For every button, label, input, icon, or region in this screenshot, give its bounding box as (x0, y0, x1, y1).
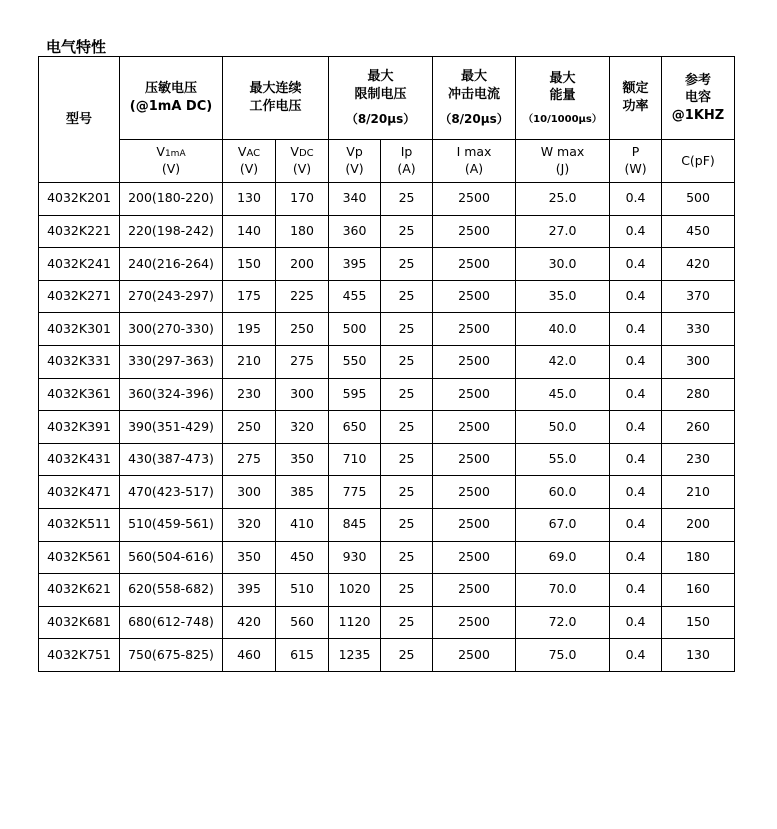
unit-wmax (516, 140, 610, 183)
electrical-characteristics-table (38, 56, 735, 672)
cell-wmax: 70.0 (516, 574, 610, 607)
header-impulse-current-l3: （8/20μs） (439, 112, 509, 127)
cell-vp: 340 (329, 183, 381, 216)
cell-wmax: 72.0 (516, 606, 610, 639)
cell-model: 4032K751 (39, 639, 120, 672)
cell-vac: 140 (223, 215, 276, 248)
cell-imax: 2500 (433, 541, 516, 574)
cell-capacitance: 370 (662, 280, 735, 313)
cell-vdc: 250 (276, 313, 329, 346)
cell-ip: 25 (381, 606, 433, 639)
cell-power: 0.4 (610, 378, 662, 411)
cell-ip: 25 (381, 378, 433, 411)
table-row (39, 574, 735, 607)
cell-vdc: 410 (276, 508, 329, 541)
unit-wmax-main: W max (540, 144, 585, 160)
header-max-clamp-l1: 最大 (367, 69, 394, 85)
cell-vdc: 200 (276, 248, 329, 281)
unit-vac (223, 140, 276, 183)
cell-varistor-voltage: 220(198-242) (120, 215, 223, 248)
cell-vac: 395 (223, 574, 276, 607)
cell-vac: 250 (223, 411, 276, 444)
cell-power: 0.4 (610, 248, 662, 281)
unit-vp (329, 140, 381, 183)
table-row (39, 248, 735, 281)
cell-power: 0.4 (610, 541, 662, 574)
table-row (39, 215, 735, 248)
unit-vac-unit: (V) (239, 161, 259, 176)
cell-varistor-voltage: 330(297-363) (120, 345, 223, 378)
cell-imax: 2500 (433, 248, 516, 281)
cell-imax: 2500 (433, 215, 516, 248)
cell-capacitance: 180 (662, 541, 735, 574)
cell-imax: 2500 (433, 606, 516, 639)
cell-vac: 230 (223, 378, 276, 411)
cell-varistor-voltage: 300(270-330) (120, 313, 223, 346)
table-row (39, 508, 735, 541)
table-row (39, 183, 735, 216)
cell-capacitance: 330 (662, 313, 735, 346)
unit-vdc-main: V (290, 144, 299, 160)
cell-vac: 350 (223, 541, 276, 574)
cell-vp: 455 (329, 280, 381, 313)
cell-vdc: 170 (276, 183, 329, 216)
cell-model: 4032K391 (39, 411, 120, 444)
cell-varistor-voltage: 240(216-264) (120, 248, 223, 281)
header-capacitance-l3: @1KHZ (671, 107, 725, 123)
cell-power: 0.4 (610, 606, 662, 639)
table-row (39, 378, 735, 411)
header-max-clamp (329, 57, 433, 140)
cell-wmax: 30.0 (516, 248, 610, 281)
cell-wmax: 55.0 (516, 443, 610, 476)
cell-varistor-voltage: 560(504-616) (120, 541, 223, 574)
header-impulse-current-l1: 最大 (461, 69, 488, 85)
cell-vac: 210 (223, 345, 276, 378)
cell-capacitance: 280 (662, 378, 735, 411)
unit-ip-main: Ip (400, 144, 413, 160)
cell-model: 4032K681 (39, 606, 120, 639)
unit-v1ma-sub: 1mA (164, 149, 186, 160)
cell-imax: 2500 (433, 476, 516, 509)
header-varistor-voltage-l2: (@1mA DC) (129, 99, 213, 114)
cell-model: 4032K201 (39, 183, 120, 216)
cell-vac: 420 (223, 606, 276, 639)
header-max-clamp-l2: 限制电压 (354, 86, 407, 102)
cell-imax: 2500 (433, 378, 516, 411)
cell-model: 4032K331 (39, 345, 120, 378)
cell-ip: 25 (381, 280, 433, 313)
header-max-clamp-l3: （8/20μs） (345, 112, 416, 127)
cell-capacitance: 160 (662, 574, 735, 607)
header-capacitance-l1: 参考 (685, 72, 712, 88)
cell-model: 4032K221 (39, 215, 120, 248)
cell-vac: 460 (223, 639, 276, 672)
cell-power: 0.4 (610, 280, 662, 313)
cell-vp: 1120 (329, 606, 381, 639)
unit-vp-unit: (V) (345, 161, 364, 176)
cell-vp: 1235 (329, 639, 381, 672)
cell-ip: 25 (381, 248, 433, 281)
cell-wmax: 42.0 (516, 345, 610, 378)
header-energy-l1: 最大 (549, 70, 576, 86)
cell-capacitance: 200 (662, 508, 735, 541)
cell-capacitance: 450 (662, 215, 735, 248)
cell-wmax: 27.0 (516, 215, 610, 248)
table-row (39, 541, 735, 574)
cell-vac: 130 (223, 183, 276, 216)
cell-vac: 150 (223, 248, 276, 281)
cell-vp: 360 (329, 215, 381, 248)
cell-varistor-voltage: 200(180-220) (120, 183, 223, 216)
table-row (39, 280, 735, 313)
unit-wmax-unit: (J) (555, 161, 570, 176)
unit-v1ma-main: V (156, 144, 165, 160)
cell-vdc: 615 (276, 639, 329, 672)
cell-vp: 550 (329, 345, 381, 378)
unit-c: C(pF) (662, 140, 735, 183)
header-varistor-voltage (120, 57, 223, 140)
cell-wmax: 75.0 (516, 639, 610, 672)
cell-imax: 2500 (433, 280, 516, 313)
cell-varistor-voltage: 750(675-825) (120, 639, 223, 672)
table-row (39, 411, 735, 444)
cell-vdc: 180 (276, 215, 329, 248)
unit-ip-unit: (A) (397, 161, 416, 176)
cell-power: 0.4 (610, 574, 662, 607)
cell-ip: 25 (381, 215, 433, 248)
cell-vp: 650 (329, 411, 381, 444)
cell-model: 4032K361 (39, 378, 120, 411)
cell-capacitance: 500 (662, 183, 735, 216)
cell-power: 0.4 (610, 345, 662, 378)
cell-model: 4032K241 (39, 248, 120, 281)
cell-model: 4032K301 (39, 313, 120, 346)
cell-varistor-voltage: 620(558-682) (120, 574, 223, 607)
unit-v1ma-unit: (V) (161, 161, 181, 176)
cell-imax: 2500 (433, 345, 516, 378)
cell-capacitance: 150 (662, 606, 735, 639)
cell-model: 4032K271 (39, 280, 120, 313)
unit-imax (433, 140, 516, 183)
header-max-continuous-l1: 最大连续 (249, 81, 302, 97)
unit-vac-main: V (237, 144, 247, 160)
cell-ip: 25 (381, 183, 433, 216)
unit-vac-sub: AC (246, 148, 261, 160)
section-title: 电气特性 (46, 38, 107, 56)
header-capacitance (662, 57, 735, 140)
cell-vdc: 225 (276, 280, 329, 313)
cell-vac: 195 (223, 313, 276, 346)
cell-power: 0.4 (610, 639, 662, 672)
unit-vdc-unit: (V) (292, 161, 312, 176)
cell-ip: 25 (381, 411, 433, 444)
header-max-continuous-l2: 工作电压 (249, 99, 302, 114)
header-rated-power-l2: 功率 (622, 99, 649, 114)
cell-ip: 25 (381, 541, 433, 574)
header-energy-l2: 能量 (549, 88, 576, 104)
cell-model: 4032K431 (39, 443, 120, 476)
unit-vp-main: Vp (346, 144, 363, 160)
cell-vp: 845 (329, 508, 381, 541)
cell-imax: 2500 (433, 183, 516, 216)
cell-imax: 2500 (433, 508, 516, 541)
cell-wmax: 67.0 (516, 508, 610, 541)
table-row (39, 606, 735, 639)
cell-vdc: 385 (276, 476, 329, 509)
cell-wmax: 69.0 (516, 541, 610, 574)
cell-wmax: 45.0 (516, 378, 610, 411)
cell-vdc: 450 (276, 541, 329, 574)
cell-ip: 25 (381, 639, 433, 672)
cell-vac: 175 (223, 280, 276, 313)
header-rated-power-l1: 额定 (622, 81, 649, 97)
cell-power: 0.4 (610, 411, 662, 444)
cell-ip: 25 (381, 313, 433, 346)
cell-model: 4032K621 (39, 574, 120, 607)
cell-imax: 2500 (433, 411, 516, 444)
cell-vdc: 275 (276, 345, 329, 378)
cell-vac: 320 (223, 508, 276, 541)
cell-capacitance: 130 (662, 639, 735, 672)
cell-vdc: 560 (276, 606, 329, 639)
cell-vp: 595 (329, 378, 381, 411)
cell-vac: 275 (223, 443, 276, 476)
table-row (39, 345, 735, 378)
unit-vdc-sub: DC (298, 148, 314, 160)
cell-vdc: 510 (276, 574, 329, 607)
table-row (39, 476, 735, 509)
cell-ip: 25 (381, 574, 433, 607)
cell-ip: 25 (381, 476, 433, 509)
cell-power: 0.4 (610, 183, 662, 216)
table-row (39, 313, 735, 346)
header-model: 型号 (39, 57, 120, 183)
cell-wmax: 60.0 (516, 476, 610, 509)
cell-varistor-voltage: 360(324-396) (120, 378, 223, 411)
cell-capacitance: 230 (662, 443, 735, 476)
cell-imax: 2500 (433, 574, 516, 607)
cell-power: 0.4 (610, 443, 662, 476)
cell-imax: 2500 (433, 443, 516, 476)
cell-model: 4032K511 (39, 508, 120, 541)
cell-vp: 710 (329, 443, 381, 476)
unit-v1ma (120, 140, 223, 183)
cell-vdc: 350 (276, 443, 329, 476)
header-varistor-voltage-l1: 压敏电压 (144, 81, 197, 97)
cell-varistor-voltage: 270(243-297) (120, 280, 223, 313)
cell-model: 4032K561 (39, 541, 120, 574)
cell-capacitance: 260 (662, 411, 735, 444)
cell-varistor-voltage: 470(423-517) (120, 476, 223, 509)
cell-wmax: 35.0 (516, 280, 610, 313)
table-body (39, 183, 735, 672)
cell-varistor-voltage: 390(351-429) (120, 411, 223, 444)
cell-vac: 300 (223, 476, 276, 509)
cell-vdc: 300 (276, 378, 329, 411)
cell-ip: 25 (381, 345, 433, 378)
unit-p-unit: (W) (624, 161, 647, 176)
table-row (39, 443, 735, 476)
cell-varistor-voltage: 680(612-748) (120, 606, 223, 639)
header-impulse-current (433, 57, 516, 140)
cell-wmax: 40.0 (516, 313, 610, 346)
header-energy-l3: （10/1000μs） (523, 113, 602, 125)
cell-wmax: 25.0 (516, 183, 610, 216)
cell-imax: 2500 (433, 639, 516, 672)
cell-power: 0.4 (610, 476, 662, 509)
table-row (39, 639, 735, 672)
cell-vdc: 320 (276, 411, 329, 444)
cell-vp: 1020 (329, 574, 381, 607)
unit-imax-main: I max (456, 144, 492, 160)
header-rated-power (610, 57, 662, 140)
header-energy (516, 57, 610, 140)
cell-varistor-voltage: 510(459-561) (120, 508, 223, 541)
cell-vp: 395 (329, 248, 381, 281)
cell-imax: 2500 (433, 313, 516, 346)
cell-model: 4032K471 (39, 476, 120, 509)
cell-vp: 930 (329, 541, 381, 574)
header-capacitance-l2: 电容 (685, 90, 712, 106)
cell-capacitance: 420 (662, 248, 735, 281)
cell-power: 0.4 (610, 508, 662, 541)
cell-vp: 500 (329, 313, 381, 346)
unit-vdc (276, 140, 329, 183)
cell-wmax: 50.0 (516, 411, 610, 444)
cell-vp: 775 (329, 476, 381, 509)
cell-power: 0.4 (610, 215, 662, 248)
unit-ip (381, 140, 433, 183)
cell-varistor-voltage: 430(387-473) (120, 443, 223, 476)
cell-capacitance: 300 (662, 345, 735, 378)
unit-p (610, 140, 662, 183)
unit-imax-unit: (A) (464, 161, 484, 176)
unit-p-main: P (631, 144, 640, 160)
cell-capacitance: 210 (662, 476, 735, 509)
cell-power: 0.4 (610, 313, 662, 346)
header-impulse-current-l2: 冲击电流 (448, 86, 501, 102)
cell-ip: 25 (381, 508, 433, 541)
cell-ip: 25 (381, 443, 433, 476)
header-max-continuous (223, 57, 329, 140)
